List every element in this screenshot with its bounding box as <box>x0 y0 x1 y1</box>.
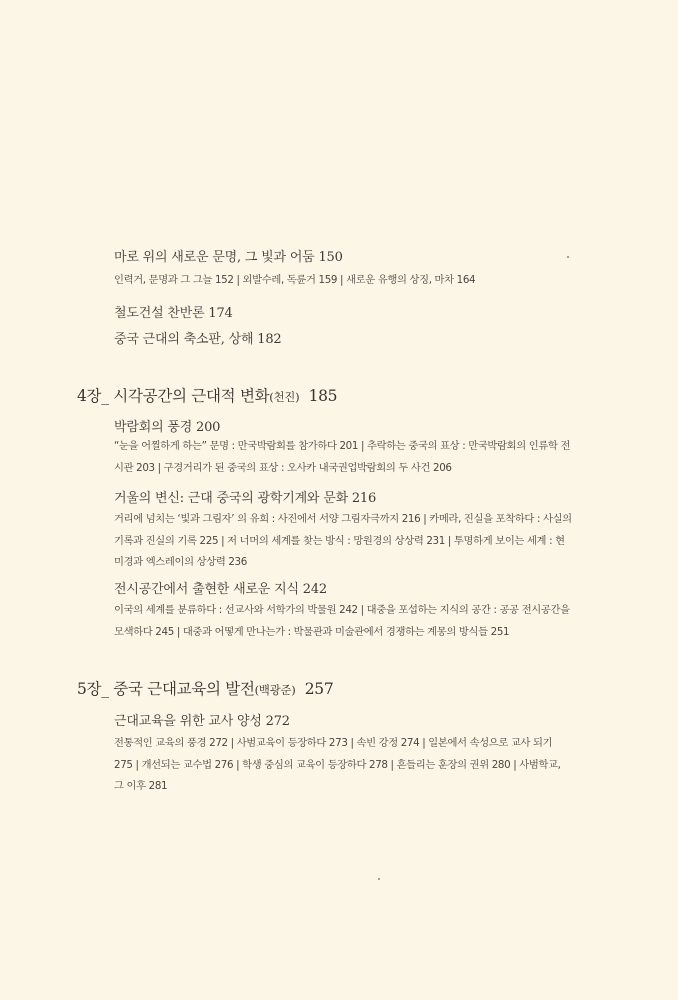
desc-line: 모색하다 245 | 대중과 어떻게 만나는가 : 박물관과 미술관에서 경쟁하는 계몽의 방식들 251 <box>114 625 510 638</box>
desc-line: 275 | 개선되는 교수법 276 | 학생 중심의 교육이 등장하다 278 | 흔들리는 훈장의 권위 280 | 사범학교, <box>114 758 561 771</box>
chapter-4-heading <box>77 384 337 406</box>
chapter-5-page: 257 <box>304 680 334 698</box>
desc-line: 그 이후 281 <box>114 780 168 792</box>
section-title-road-civilization: 마로 위의 새로운 문명, 그 빛과 어둠 150 <box>114 250 343 265</box>
chapter-4-title: 4장_ 시각공간의 근대적 변화 <box>77 387 270 405</box>
desc-line: 시관 203 | 구경거리가 된 중국의 표상 : 오사카 내국권업박람회의 두 사건 206 <box>114 461 452 474</box>
desc-line: 이국의 세계를 분류하다 : 선교사와 서학가의 박물원 242 | 대중을 포섭하는 지식의 공간 : 공공 전시공간을 <box>114 604 570 616</box>
section-desc-teacher-training <box>114 733 584 798</box>
desc-line: 거리에 넘치는 ‘빛과 그림자’ 의 유희 : 사진에서 서양 그림자극까지 216 | 카메라, 진실을 포착하다 : 사실의 <box>114 513 572 525</box>
desc-line: 기록과 진실의 기록 225 | 저 너머의 세계를 찾는 방식 : 망원경의 상상력 231 | 투명하게 보이는 세계 : 현 <box>114 534 565 547</box>
paper-speck <box>567 256 569 258</box>
section-title-railway-debate: 철도건설 찬반론 174 <box>114 306 233 321</box>
chapter-4-page: 185 <box>308 387 338 405</box>
section-title-teacher-training: 근대교육을 위한 교사 양성 272 <box>114 714 290 729</box>
chapter-5-author: (백광준) <box>254 683 296 697</box>
section-desc-expo <box>114 436 584 479</box>
section-desc-mirror <box>114 509 584 574</box>
paper-speck <box>378 878 380 880</box>
section-desc-road-civilization <box>114 270 584 292</box>
desc-line: 인력거, 문명과 그 그늘 152 | 외발수레, 독륜거 159 | 새로운 유행의 상징, 마차 164 <box>114 274 476 286</box>
chapter-5-heading <box>77 677 333 699</box>
desc-line: “눈을 어찔하게 하는” 문명 : 만국박람회를 참가하다 201 | 추락하는 중국의 표상 : 만국박람회의 인류학 전 <box>114 440 571 452</box>
desc-line: 미경과 엑스레이의 상상력 236 <box>114 556 247 568</box>
section-title-shanghai: 중국 근대의 축소판, 상해 182 <box>114 332 282 347</box>
chapter-4-author: (천진) <box>269 390 300 404</box>
section-title-exhibition: 전시공간에서 출현한 새로운 지식 242 <box>114 582 327 597</box>
chapter-5-title: 5장_ 중국 근대교육의 발전 <box>77 680 255 698</box>
section-desc-exhibition <box>114 600 584 643</box>
desc-line: 전통적인 교육의 풍경 272 | 사범교육이 등장하다 273 | 속빈 강정 274 | 일본에서 속성으로 교사 되기 <box>114 737 553 749</box>
section-title-expo: 박람회의 풍경 200 <box>114 420 221 435</box>
section-title-mirror: 거울의 변신: 근대 중국의 광학기계와 문화 216 <box>114 491 377 506</box>
